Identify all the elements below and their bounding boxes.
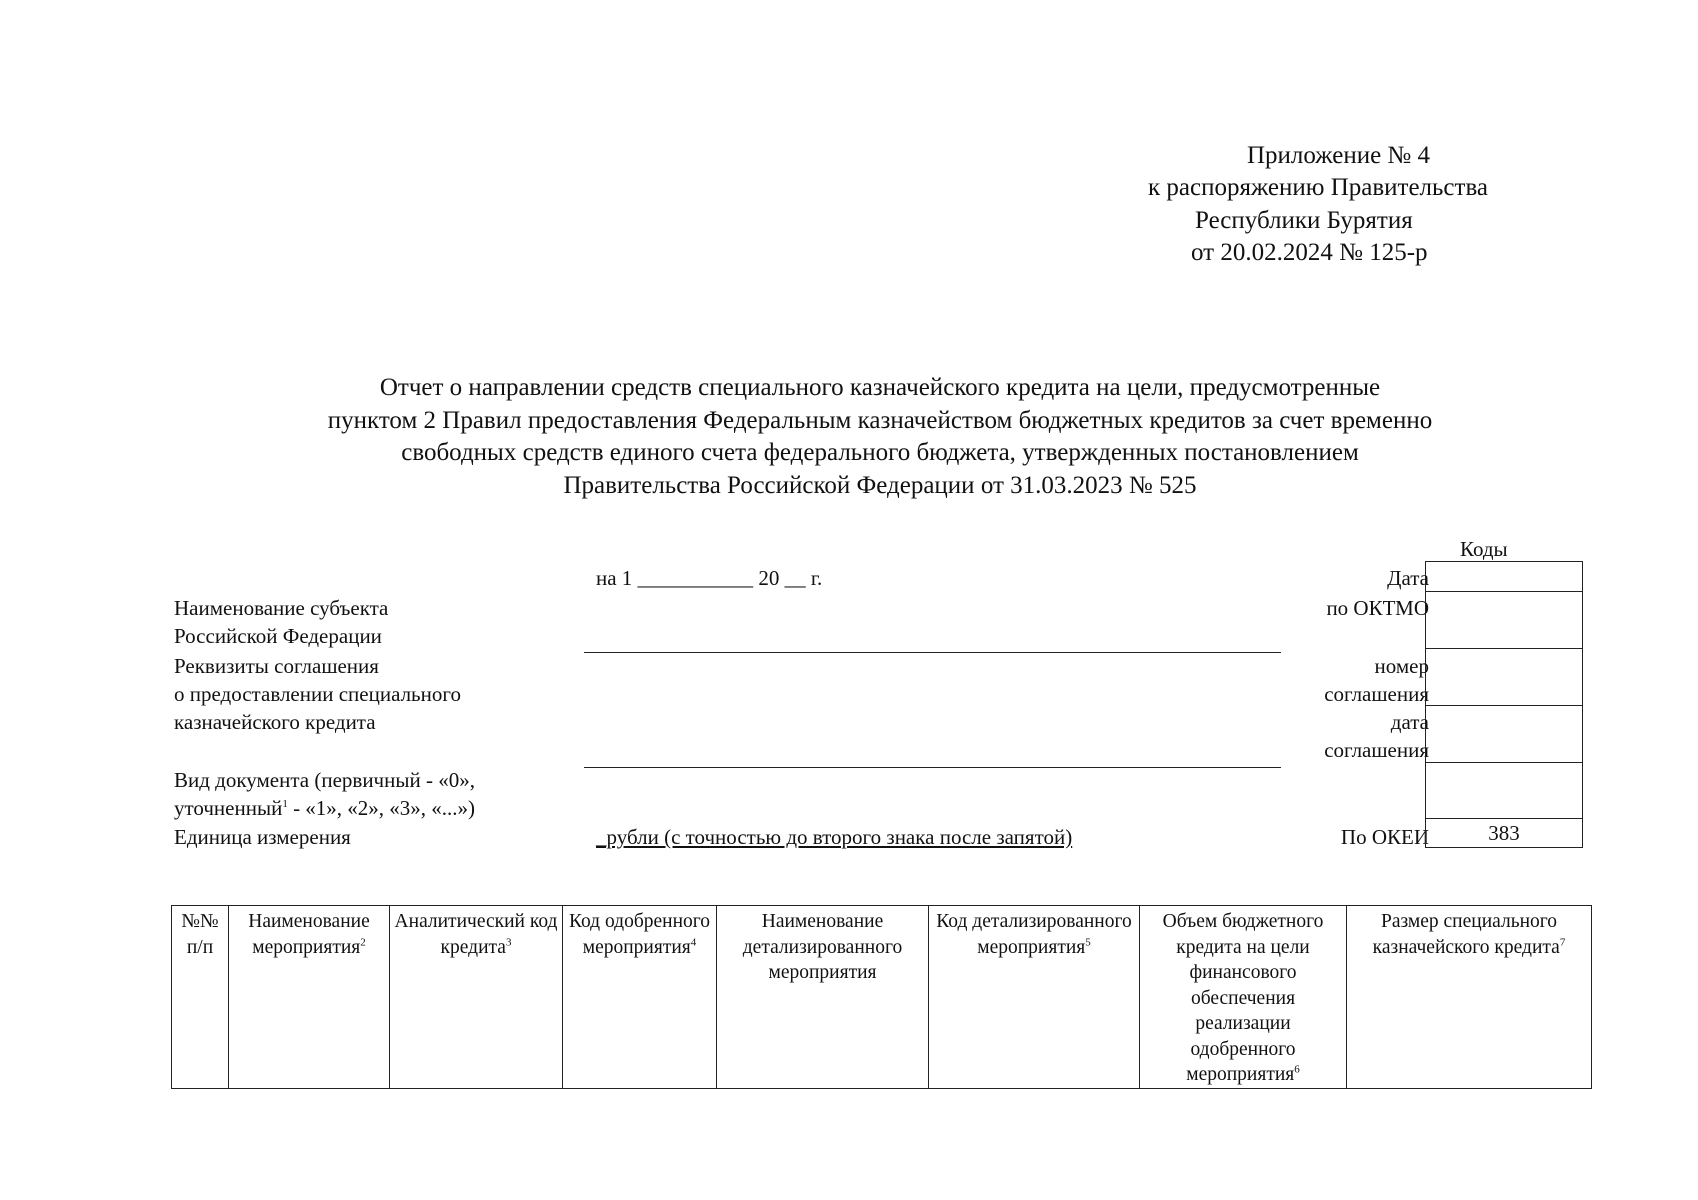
date-blank[interactable]: ___________ bbox=[637, 566, 754, 590]
col-header-credit-size: Размер специального казначейского кредита$^7$ bbox=[1347, 906, 1592, 1089]
agreement-date-label: соглашения bbox=[1324, 738, 1429, 762]
col-header-credit-code: Аналитический код кредита$^3$ bbox=[390, 906, 563, 1089]
appendix-date: от 20.02.2024 № 125-р bbox=[1191, 239, 1428, 266]
title-line: пунктом 2 Правил предоставления Федеральным казначейством бюджетных кредитов за счет временно bbox=[327, 406, 1433, 434]
col-header-detailed-code: Код детализированного мероприятия$^5$ bbox=[929, 906, 1140, 1089]
date-code-cell[interactable] bbox=[1426, 562, 1583, 592]
subject-label: Российской Федерации bbox=[174, 624, 382, 648]
agreement-number-label: номер bbox=[1374, 654, 1429, 678]
oktmo-code-cell[interactable] bbox=[1426, 592, 1583, 649]
oktmo-label: по ОКТМО bbox=[1326, 596, 1429, 620]
year-blank[interactable]: __ bbox=[784, 566, 806, 590]
subject-label: Наименование субъекта bbox=[174, 596, 389, 620]
okei-code-cell: 383 bbox=[1426, 819, 1583, 848]
date-code-label: Дата bbox=[1387, 566, 1429, 590]
appendix-decree: к распоряжению Правительства bbox=[1148, 174, 1489, 201]
agreement-label: Реквизиты соглашения bbox=[174, 654, 379, 678]
date-year: 20 bbox=[758, 566, 780, 590]
col-header-detailed-name: Наименование детализированного мероприятия bbox=[717, 906, 929, 1089]
doc-type-label bbox=[174, 794, 475, 822]
agreement-fill-line[interactable] bbox=[584, 767, 1281, 768]
agreement-label: о предоставлении специального bbox=[174, 682, 461, 706]
title-line: свободных средств единого счета федерального бюджета, утвержденных постановлением bbox=[401, 439, 1359, 466]
agreement-label: казначейского кредита bbox=[174, 710, 376, 734]
footnote-ref: 1 bbox=[282, 798, 288, 810]
col-header-number: №№ п/п bbox=[172, 906, 229, 1089]
doc-type-text: - «1», «2», «3», «...») bbox=[287, 796, 476, 820]
activities-table bbox=[171, 905, 1592, 1089]
agreement-date-label: дата bbox=[1390, 710, 1429, 734]
col-header-approved-code: Код одобренного мероприятия$^4$ bbox=[563, 906, 717, 1089]
unit-label: Единица измерения bbox=[174, 825, 351, 849]
codes-table bbox=[1425, 561, 1583, 848]
date-suffix: г. bbox=[810, 566, 823, 590]
title-line: Отчет о направлении средств специального казначейского кредита на цели, предусмотренные bbox=[379, 374, 1381, 401]
date-line bbox=[596, 564, 822, 592]
col-header-budget-volume: Объем бюджетного кредита на цели финансового обеспечения реализации одобренного мероприятия$^6$ bbox=[1140, 906, 1347, 1089]
agreement-date-cell[interactable] bbox=[1426, 706, 1583, 763]
report-title bbox=[0, 372, 1698, 502]
subject-fill-line[interactable] bbox=[584, 652, 1281, 653]
table-header-row bbox=[172, 906, 1592, 1089]
okei-label: По ОКЕИ bbox=[1340, 825, 1429, 849]
unit-value: _рубли (с точностью до второго знака после запятой) bbox=[596, 825, 1073, 849]
appendix-number: Приложение № 4 bbox=[1247, 142, 1431, 169]
title-line: Правительства Российской Федерации от 31.03.2023 № 525 bbox=[563, 471, 1197, 499]
agreement-number-cell[interactable] bbox=[1426, 649, 1583, 706]
doc-type-label: Вид документа (первичный - «0», bbox=[174, 768, 475, 792]
agreement-number-label: соглашения bbox=[1324, 682, 1429, 706]
appendix-republic: Республики Бурятия bbox=[1195, 207, 1413, 234]
doc-type-text: уточненный bbox=[174, 796, 283, 820]
doc-type-cell[interactable] bbox=[1426, 763, 1583, 819]
date-prefix: на 1 bbox=[596, 566, 633, 590]
codes-header: Коды bbox=[1460, 537, 1508, 561]
col-header-activity-name: Наименование мероприятия$^2$ bbox=[229, 906, 390, 1089]
